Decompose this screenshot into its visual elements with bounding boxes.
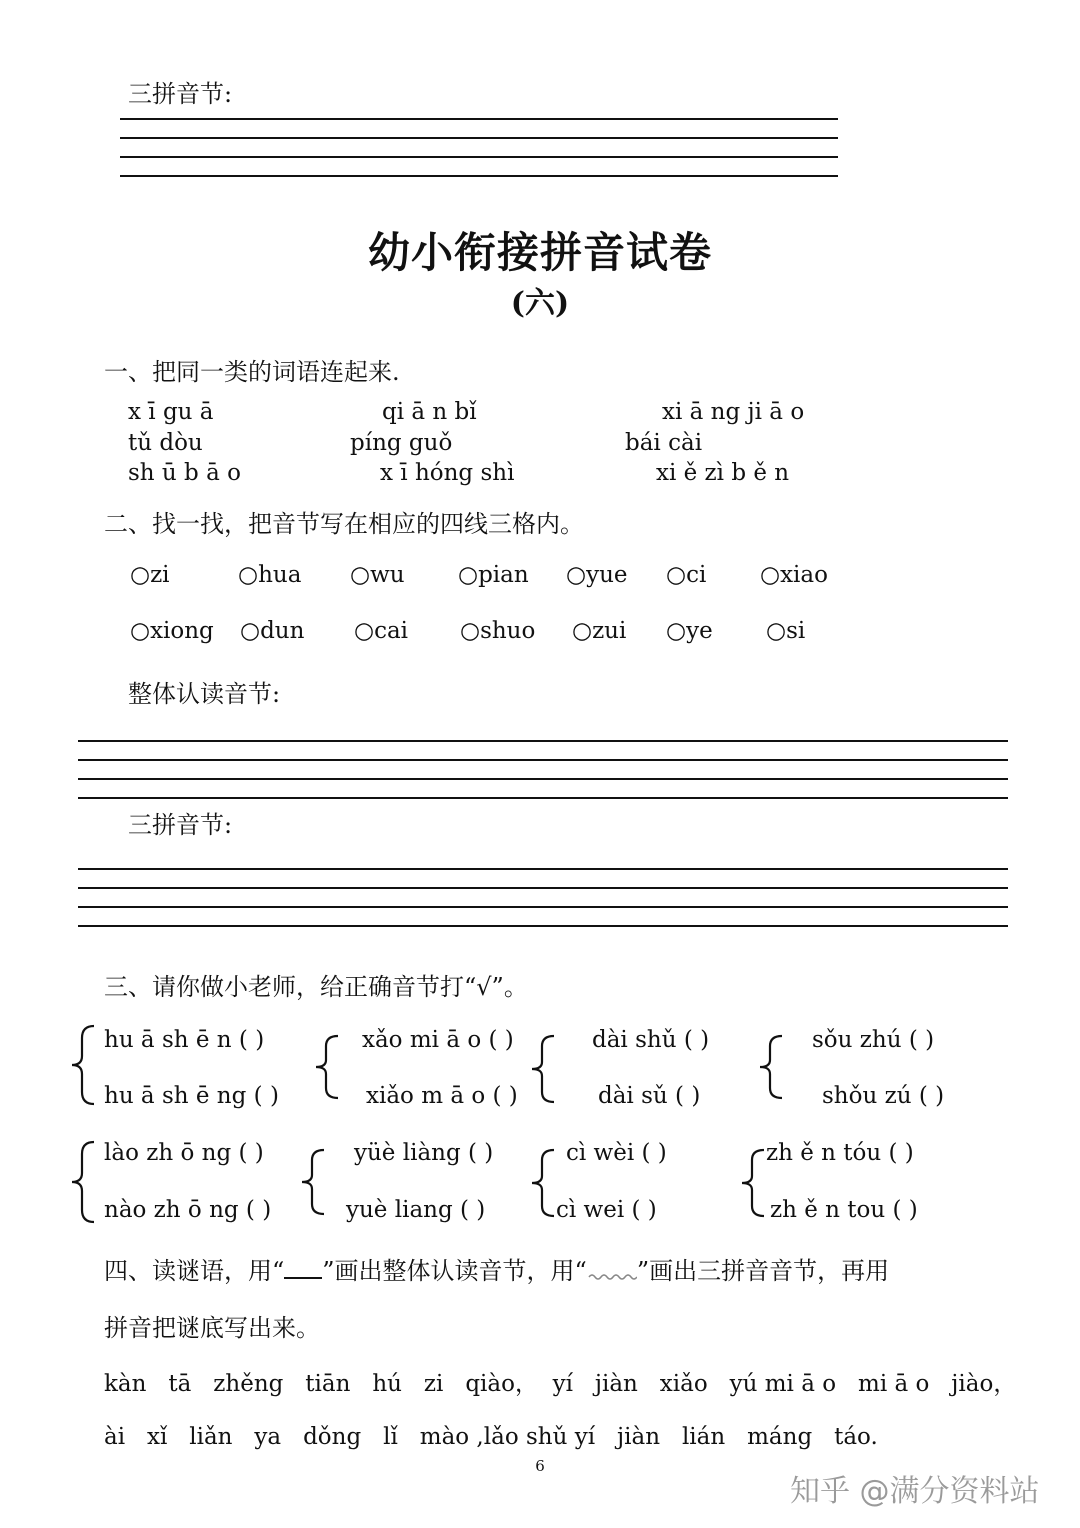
brace-icon: [312, 1032, 342, 1102]
q4-heading-part: ”画出整体认读音节，用“: [322, 1257, 587, 1285]
syllable-option[interactable]: ○hua: [238, 562, 302, 588]
q3-option[interactable]: nào zh ō ng ( ): [104, 1197, 272, 1223]
brace-icon: [756, 1032, 786, 1102]
q1-word: tǔ dòu: [128, 430, 203, 456]
q3-option[interactable]: shǒu zú ( ): [822, 1083, 945, 1109]
watermark: 知乎 @满分资料站: [790, 1474, 1040, 1509]
q1-word: sh ū b ā o: [128, 460, 241, 486]
q1-word: bái cài: [625, 430, 703, 456]
q3-heading: 三、请你做小老师，给正确音节打“√”。: [104, 973, 528, 1001]
writing-line: [78, 759, 1008, 761]
syllable-option[interactable]: ○xiao: [760, 562, 828, 588]
q4-heading-line2: 拼音把谜底写出来。: [104, 1314, 320, 1342]
syllable-option[interactable]: ○ye: [666, 618, 713, 644]
top-triple-label: 三拼音节:: [128, 80, 233, 108]
page-number: 6: [535, 1457, 545, 1475]
q3-option[interactable]: dài sǔ ( ): [598, 1083, 701, 1109]
q3-option[interactable]: yuè liang ( ): [346, 1197, 486, 1223]
writing-line: [78, 740, 1008, 742]
wavy-underline-sample: [587, 1263, 637, 1283]
brace-icon: [738, 1146, 768, 1220]
q1-word: xi ā ng ji ā o: [662, 399, 805, 425]
q3-option[interactable]: zh ě n tou ( ): [770, 1197, 918, 1223]
q3-option[interactable]: sǒu zhú ( ): [812, 1027, 935, 1053]
brace-icon: [528, 1032, 558, 1106]
syllable-option[interactable]: ○ci: [666, 562, 707, 588]
brace-icon: [68, 1022, 98, 1108]
brace-icon: [528, 1146, 558, 1220]
syllable-option[interactable]: ○shuo: [460, 618, 536, 644]
q3-option[interactable]: hu ā sh ē n ( ): [104, 1027, 265, 1053]
q1-word: xi ě zì b ě n: [656, 460, 790, 486]
writing-line: [120, 118, 838, 120]
riddle-line: ài xǐ liǎn ya dǒng lǐ mào ,lǎo shǔ yí jiàn lián máng táo.: [104, 1424, 878, 1450]
q4-heading: [104, 1251, 889, 1286]
q4-heading-part: 四、读谜语，用“: [104, 1257, 285, 1285]
q2-heading: 二、找一找，把音节写在相应的四线三格内。: [104, 510, 584, 538]
syllable-option[interactable]: ○yue: [566, 562, 628, 588]
writing-line: [78, 797, 1008, 799]
writing-line: [78, 925, 1008, 927]
writing-line: [78, 887, 1008, 889]
triple-syllable-label: 三拼音节:: [128, 811, 233, 839]
syllable-option[interactable]: ○cai: [354, 618, 409, 644]
q3-option[interactable]: lào zh ō ng ( ): [104, 1140, 264, 1166]
writing-line: [120, 156, 838, 158]
syllable-option[interactable]: ○zui: [572, 618, 627, 644]
brace-icon: [68, 1138, 98, 1226]
q1-word: qi ā n bǐ: [382, 399, 477, 425]
syllable-option[interactable]: ○xiong: [130, 618, 214, 644]
syllable-option[interactable]: ○pian: [458, 562, 529, 588]
q3-option[interactable]: yüè liàng ( ): [354, 1140, 494, 1166]
riddle-line: kàn tā zhěng tiān hú zi qiào， yí jiàn xiǎo yú mi ā o mi ā o jiào，: [104, 1371, 1017, 1397]
writing-line: [120, 175, 838, 177]
syllable-option[interactable]: ○dun: [240, 618, 305, 644]
q4-heading-part: ”画出三拼音音节，再用: [636, 1257, 890, 1285]
q3-option[interactable]: hu ā sh ē ng ( ): [104, 1083, 279, 1109]
q1-word: x ī hóng shì: [380, 460, 515, 486]
q3-option[interactable]: cì wèi ( ): [566, 1140, 667, 1166]
q3-option[interactable]: dài shǔ ( ): [592, 1027, 710, 1053]
page-title: 幼小衔接拼音试卷: [367, 228, 712, 277]
page-subtitle: (六): [510, 286, 570, 321]
brace-icon: [298, 1146, 328, 1218]
writing-line: [78, 868, 1008, 870]
syllable-option[interactable]: ○wu: [350, 562, 405, 588]
q3-option[interactable]: xǎo mi ā o ( ): [362, 1027, 514, 1053]
q3-option[interactable]: cì wei ( ): [556, 1197, 657, 1223]
syllable-option[interactable]: ○si: [766, 618, 806, 644]
syllable-option[interactable]: ○zi: [130, 562, 170, 588]
straight-underline-sample: [284, 1257, 322, 1279]
q1-heading: 一、把同一类的词语连起来.: [104, 358, 400, 386]
q3-option[interactable]: zh ě n tóu ( ): [766, 1140, 914, 1166]
q1-word: x ī gu ā: [128, 399, 214, 425]
writing-line: [120, 137, 838, 139]
q1-word: píng guǒ: [350, 430, 453, 456]
writing-line: [78, 906, 1008, 908]
q3-option[interactable]: xiǎo m ā o ( ): [366, 1083, 518, 1109]
writing-line: [78, 778, 1008, 780]
whole-syllable-label: 整体认读音节:: [128, 680, 281, 708]
